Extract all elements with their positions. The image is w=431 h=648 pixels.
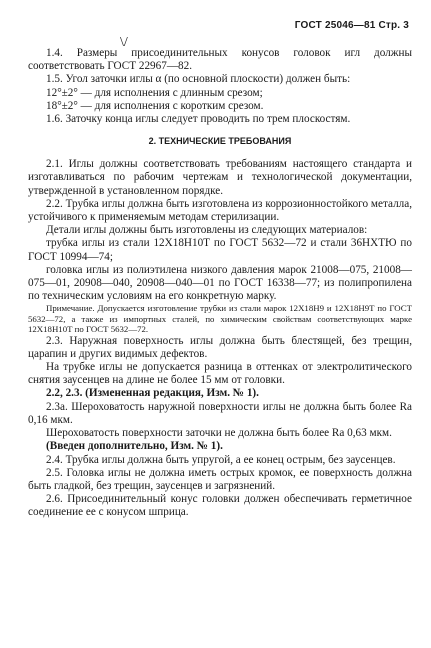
paragraph-2-3a: 2.3а. Шероховатость наружной поверхности иглы не должна быть более Ra 0,16 мкм. bbox=[28, 400, 412, 426]
paragraph-2-2-tube: трубка иглы из стали 12Х18Н10Т по ГОСТ 5632—72 и стали 36НХТЮ по ГОСТ 10994—74; bbox=[28, 237, 412, 263]
paragraph-2-2: 2.2. Трубка иглы должна быть изготовлена из коррозионностойкого металла, устойчивого к применяемым методам стерилизации. bbox=[28, 197, 412, 224]
revision-note-1: 2.2, 2.3. (Измененная редакция, Изм. № 1). bbox=[46, 387, 259, 400]
paragraph-1-4: 1.4. Размеры присоединительных конусов головок игл должны соответствовать ГОСТ 22967—82. bbox=[28, 47, 412, 73]
section-title: 2. ТЕХНИЧЕСКИЕ ТРЕБОВАНИЯ bbox=[148, 136, 292, 147]
paragraph-2-5: 2.5. Головка иглы не должна иметь острых кромок, ее поверхность должна быть гладкой, без трещин, заусенцев и загрязнений. bbox=[28, 466, 412, 492]
paragraph-1-5-item-short: 18°±2° — для исполнения с коротким срезом. bbox=[46, 99, 264, 112]
paragraph-2-2-head: головка иглы из полиэтилена низкого давления марок 21008—075, 21008—075—01, 20908—040, 20908—040—01 по ГОСТ 16338—77; из полипропилена по техническим условиям на его конкретную марку. bbox=[28, 263, 412, 303]
document-body bbox=[28, 47, 412, 520]
handwritten-mark: \/ bbox=[120, 35, 128, 50]
paragraph-2-1: 2.1. Иглы должны соответствовать требованиям настоящего стандарта и изготавливаться по рабочим чертежам и технологической документации, утвержденной в установленном порядке. bbox=[28, 158, 412, 197]
revision-note-2: (Введен дополнительно, Изм. № 1). bbox=[46, 440, 223, 453]
page-header: ГОСТ 25046—81 Стр. 3 bbox=[294, 20, 409, 31]
paragraph-2-6: 2.6. Присоединительный конус головки должен обеспечивать герметичное соединение ее с конусом шприца. bbox=[28, 493, 412, 519]
note: Примечание. Допускается изготовление трубки из стали марок 12Х18Н9 и 12Х18Н9Т по ГОСТ 5632—72, а также из импортных сталей, по химическим свойствам соответствующих марке 12Х18Н10Т по ГОСТ 5632—72. bbox=[28, 303, 412, 335]
paragraph-1-5: 1.5. Угол заточки иглы α (по основной плоскости) должен быть: bbox=[46, 73, 351, 86]
paragraph-2-3-tint: На трубке иглы не допускается разница в оттенках от электролитического снятия заусенцев на длине не более 15 мм от головки. bbox=[28, 361, 412, 387]
paragraph-2-3: 2.3. Наружная поверхность иглы должна быть блестящей, без трещин, царапин и других видимых дефектов. bbox=[28, 334, 412, 360]
paragraph-1-6: 1.6. Заточку конца иглы следует проводить по трем плоскостям. bbox=[46, 113, 351, 126]
paragraph-2-4: 2.4. Трубка иглы должна быть упругой, а ее конец острым, без заусенцев. bbox=[46, 453, 396, 466]
paragraph-2-3a-sharpening: Шероховатость поверхности заточки не должна быть более Ra 0,63 мкм. bbox=[46, 427, 392, 440]
paragraph-1-5-item-long: 12°±2° — для исполнения с длинным срезом; bbox=[46, 86, 263, 99]
paragraph-2-2-materials: Детали иглы должны быть изготовлены из следующих материалов: bbox=[46, 224, 368, 237]
